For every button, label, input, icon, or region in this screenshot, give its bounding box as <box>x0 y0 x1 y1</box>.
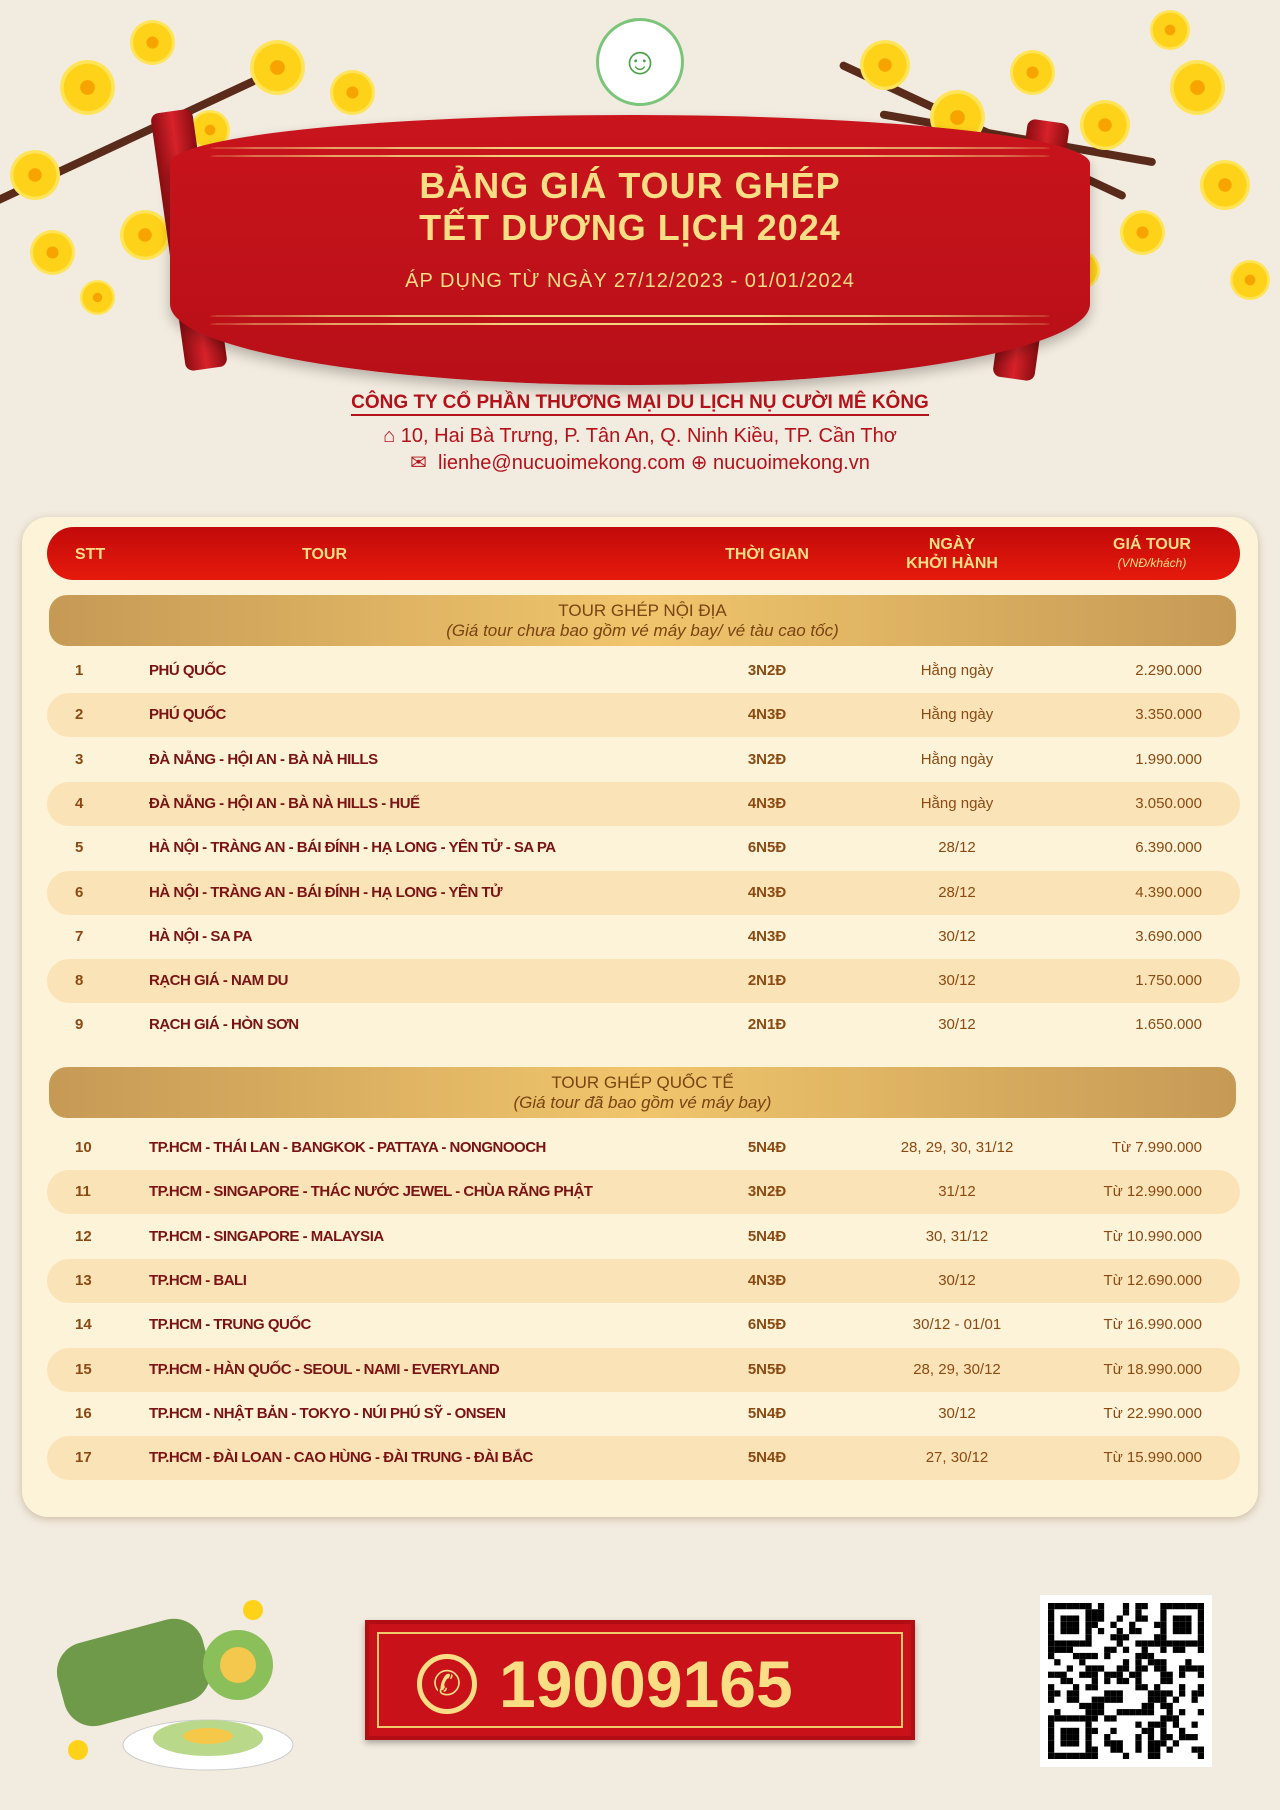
address: 10, Hai Bà Trưng, P. Tân An, Q. Ninh Kiều, TP. Cần Thơ <box>400 425 897 447</box>
row-price: 3.690.000 <box>1135 927 1202 945</box>
blossom-flower <box>130 20 175 65</box>
row-duration: 5N4Đ <box>747 1139 787 1156</box>
row-tour: HÀ NỘI - TRÀNG AN - BÁI ĐÍNH - HẠ LONG - YÊN TỬ <box>149 883 503 901</box>
row-duration: 3N2Đ <box>747 1183 787 1201</box>
row-tour: ĐÀ NẴNG - HỘI AN - BÀ NÀ HILLS - HUẾ <box>149 794 420 812</box>
blossom-flower <box>1120 210 1165 255</box>
row-duration: 4N3Đ <box>747 794 787 812</box>
row-stt: 1 <box>75 662 84 679</box>
row-tour: TP.HCM - SINGAPORE - MALAYSIA <box>149 1227 384 1245</box>
row-duration: 5N4Đ <box>747 1449 787 1467</box>
company-logo: ☺ <box>596 18 684 106</box>
col-tour: TOUR <box>302 546 348 563</box>
row-departure: Hằng ngày <box>920 706 994 724</box>
table-row <box>47 959 1240 1003</box>
col-duration: THỜI GIAN <box>725 546 809 563</box>
validity-dates: ÁP DỤNG TỪ NGÀY 27/12/2023 - 01/01/2024 <box>405 270 855 292</box>
row-departure: 27, 30/12 <box>925 1449 989 1467</box>
blossom-flower <box>60 60 115 115</box>
row-stt: 6 <box>75 883 84 901</box>
table-row <box>47 1170 1240 1214</box>
col-departure: NGÀY KHỞI HÀNH <box>906 536 998 572</box>
row-duration: 5N5Đ <box>747 1360 787 1378</box>
row-departure: 30, 31/12 <box>925 1227 989 1245</box>
row-departure: Hằng ngày <box>920 750 994 768</box>
row-tour: TP.HCM - HÀN QUỐC - SEOUL - NAMI - EVERYLAND <box>149 1360 500 1378</box>
row-tour: TP.HCM - NHẬT BẢN - TOKYO - NÚI PHÚ SỸ - ONSEN <box>149 1404 506 1422</box>
table-row <box>47 1348 1240 1392</box>
blossom-flower <box>1230 260 1270 300</box>
table-row <box>47 1303 1240 1347</box>
row-price: 3.050.000 <box>1135 794 1202 812</box>
table-row <box>47 1392 1240 1436</box>
blossom-flower <box>330 70 375 115</box>
col-price: GIÁ TOUR (VNĐ/khách) <box>1113 536 1191 570</box>
row-stt: 15 <box>75 1360 92 1378</box>
row-price: Từ 15.990.000 <box>1103 1449 1202 1467</box>
table-row <box>47 915 1240 959</box>
row-stt: 12 <box>75 1227 92 1245</box>
row-duration: 4N3Đ <box>747 1271 787 1289</box>
table-row <box>47 649 1240 693</box>
row-price: Từ 7.990.000 <box>1111 1139 1202 1156</box>
row-price: Từ 18.990.000 <box>1103 1360 1202 1378</box>
website-link[interactable]: nucuoimekong.vn <box>713 452 870 474</box>
row-departure: 31/12 <box>938 1183 976 1201</box>
blossom-flower <box>1200 160 1250 210</box>
globe-icon: ⊕ <box>690 452 708 474</box>
row-tour: TP.HCM - BALI <box>149 1271 247 1289</box>
row-departure: 28/12 <box>938 883 976 901</box>
row-duration: 2N1Đ <box>747 1016 787 1034</box>
row-price: Từ 16.990.000 <box>1103 1316 1202 1334</box>
row-tour: TP.HCM - TRUNG QUỐC <box>149 1316 311 1334</box>
company-name: CÔNG TY CỔ PHẦN THƯƠNG MẠI DU LỊCH NỤ CƯỜI MÊ KÔNG <box>0 392 1280 414</box>
hotline-banner[interactable] <box>365 1620 915 1740</box>
table-row <box>47 1126 1240 1170</box>
table-row <box>47 1259 1240 1303</box>
table-row <box>47 871 1240 915</box>
row-departure: 28/12 <box>938 839 976 857</box>
row-duration: 3N2Đ <box>747 662 787 679</box>
mail-icon: ✉ <box>410 452 433 474</box>
row-departure: 30/12 <box>938 972 976 990</box>
row-stt: 14 <box>75 1316 92 1334</box>
row-tour: RẠCH GIÁ - NAM DU <box>149 972 288 990</box>
row-price: 3.350.000 <box>1135 706 1202 724</box>
blossom-flower <box>1010 50 1055 95</box>
row-stt: 16 <box>75 1404 92 1422</box>
row-tour: ĐÀ NẴNG - HỘI AN - BÀ NÀ HILLS <box>149 750 378 768</box>
row-duration: 6N5Đ <box>747 839 787 857</box>
row-departure: 30/12 <box>938 927 976 945</box>
title-line-1: BẢNG GIÁ TOUR GHÉP <box>419 165 841 206</box>
row-price: 1.750.000 <box>1135 972 1202 990</box>
email-link[interactable]: lienhe@nucuoimekong.com <box>438 452 686 474</box>
table-row <box>47 738 1240 782</box>
row-duration: 4N3Đ <box>747 883 787 901</box>
row-price: Từ 12.690.000 <box>1103 1271 1202 1289</box>
row-tour: TP.HCM - SINGAPORE - THÁC NƯỚC JEWEL - CHÙA RĂNG PHẬT <box>149 1183 593 1201</box>
blossom-flower <box>860 40 910 90</box>
row-stt: 17 <box>75 1449 92 1467</box>
table-row <box>47 1215 1240 1259</box>
row-stt: 5 <box>75 839 84 857</box>
row-price: 1.990.000 <box>1135 750 1202 768</box>
row-tour: TP.HCM - ĐÀI LOAN - CAO HÙNG - ĐÀI TRUNG - ĐÀI BẮC <box>149 1449 533 1467</box>
row-price: Từ 10.990.000 <box>1103 1227 1202 1245</box>
table-header <box>47 527 1240 580</box>
blossom-flower <box>250 40 305 95</box>
address-line <box>0 425 1280 448</box>
row-price: 6.390.000 <box>1135 839 1202 857</box>
row-stt: 10 <box>75 1139 92 1156</box>
table-row <box>47 782 1240 826</box>
row-duration: 5N4Đ <box>747 1227 787 1245</box>
row-departure: 30/12 - 01/01 <box>912 1316 1002 1334</box>
row-stt: 11 <box>75 1183 91 1201</box>
row-duration: 5N4Đ <box>747 1404 787 1422</box>
row-duration: 4N3Đ <box>747 706 787 724</box>
section-domestic: TOUR GHÉP NỘI ĐỊA (Giá tour chưa bao gồm vé máy bay/ vé tàu cao tốc) <box>49 595 1236 646</box>
row-tour: HÀ NỘI - SA PA <box>149 927 253 945</box>
row-departure: 30/12 <box>938 1016 976 1034</box>
row-tour: TP.HCM - THÁI LAN - BANGKOK - PATTAYA - NONGNOOCH <box>149 1139 546 1156</box>
col-stt: STT <box>75 546 106 563</box>
row-duration: 3N2Đ <box>747 750 787 768</box>
row-tour: PHÚ QUỐC <box>149 706 226 724</box>
row-departure: 30/12 <box>938 1404 976 1422</box>
row-departure: Hằng ngày <box>920 662 994 679</box>
row-departure: 30/12 <box>938 1271 976 1289</box>
home-icon: ⌂ <box>383 425 401 447</box>
row-stt: 7 <box>75 927 84 945</box>
title-banner <box>170 115 1090 385</box>
row-price: 4.390.000 <box>1135 883 1202 901</box>
row-price: Từ 22.990.000 <box>1103 1404 1202 1422</box>
blossom-flower <box>1150 10 1190 50</box>
row-tour: RẠCH GIÁ - HÒN SƠN <box>149 1016 299 1034</box>
row-stt: 3 <box>75 750 84 768</box>
row-tour: PHÚ QUỐC <box>149 662 226 679</box>
row-stt: 4 <box>75 794 84 812</box>
section-international: TOUR GHÉP QUỐC TẾ (Giá tour đã bao gồm vé máy bay) <box>49 1067 1236 1118</box>
row-duration: 2N1Đ <box>747 972 787 990</box>
phone-icon: ✆ <box>417 1654 477 1714</box>
banh-chung-illustration <box>48 1590 308 1775</box>
row-price: 2.290.000 <box>1135 662 1202 679</box>
blossom-flower <box>10 150 60 200</box>
blossom-flower <box>120 210 170 260</box>
qr-code[interactable] <box>1040 1595 1212 1767</box>
blossom-flower <box>80 280 115 315</box>
blossom-flower <box>1080 100 1130 150</box>
row-price: Từ 12.990.000 <box>1103 1183 1202 1201</box>
table-row <box>47 826 1240 870</box>
title-line-2: TẾT DƯƠNG LỊCH 2024 <box>419 207 841 248</box>
table-row <box>47 1003 1240 1047</box>
row-duration: 4N3Đ <box>747 927 787 945</box>
blossom-flower <box>1170 60 1225 115</box>
blossom-flower <box>30 230 75 275</box>
row-tour: HÀ NỘI - TRÀNG AN - BÁI ĐÍNH - HẠ LONG - YÊN TỬ - SA PA <box>149 839 556 857</box>
row-stt: 13 <box>75 1271 92 1289</box>
hotline-number[interactable]: 19009165 <box>499 1647 793 1721</box>
row-stt: 9 <box>75 1016 84 1034</box>
contact-line <box>0 450 1280 475</box>
table-row <box>47 1436 1240 1480</box>
table-row <box>47 693 1240 737</box>
row-duration: 6N5Đ <box>747 1316 787 1334</box>
row-departure: Hằng ngày <box>920 794 994 812</box>
row-stt: 8 <box>75 972 84 990</box>
row-price: 1.650.000 <box>1135 1016 1202 1034</box>
row-stt: 2 <box>75 706 84 724</box>
row-departure: 28, 29, 30, 31/12 <box>900 1139 1014 1156</box>
row-departure: 28, 29, 30/12 <box>913 1360 1001 1378</box>
